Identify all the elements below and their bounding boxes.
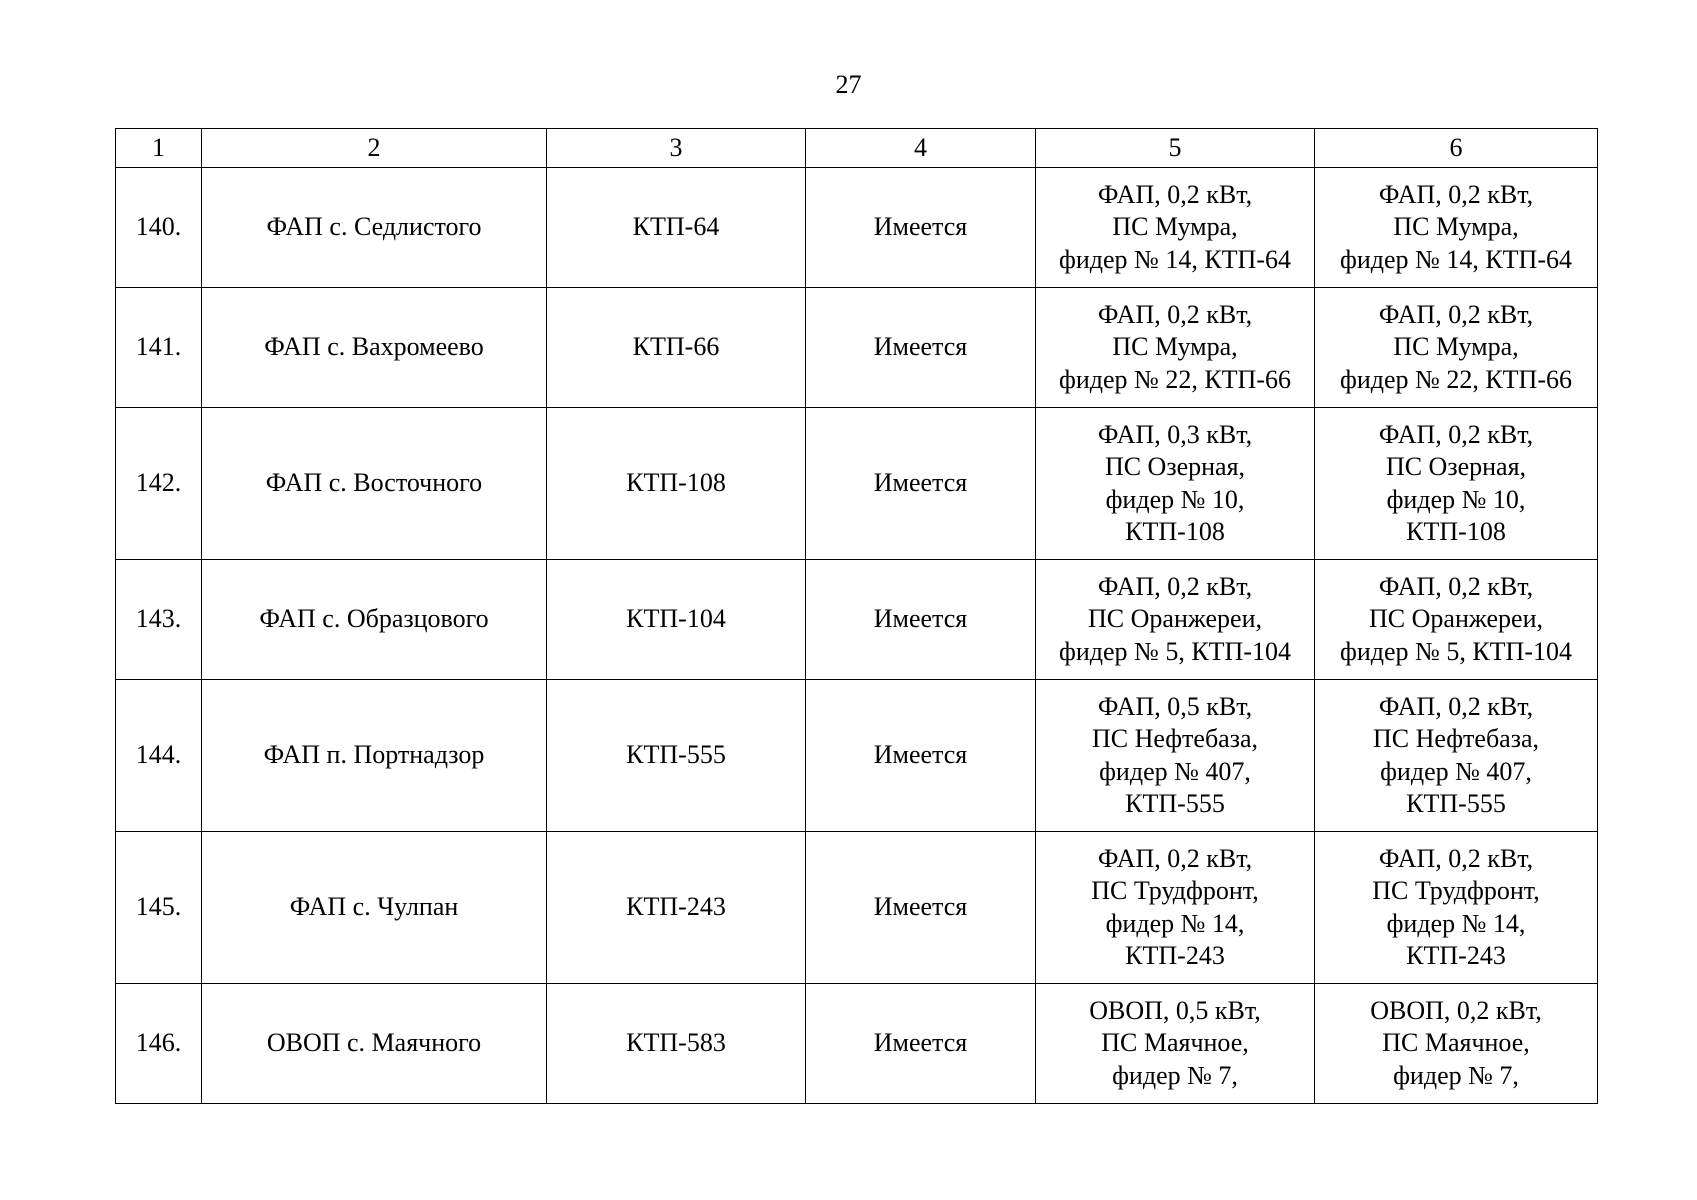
table-row	[116, 832, 1598, 984]
cell-text-line: фидер № 22, КТП-66	[1059, 364, 1291, 394]
power-supply-cell-5	[1036, 408, 1315, 560]
cell-text-line: фидер № 14,	[1386, 908, 1526, 938]
cell-text-line: КТП-243	[1125, 941, 1225, 970]
row-number-cell: 146.	[116, 984, 202, 1104]
cell-text-line: ПС Трудфронт,	[1372, 876, 1540, 905]
power-supply-cell-6	[1315, 832, 1598, 984]
cell-text-line: ОВОП, 0,2 кВт,	[1370, 995, 1542, 1025]
cell-text-line: ПС Мумра,	[1112, 212, 1238, 242]
facility-name-cell: ФАП с. Чулпан	[202, 832, 547, 984]
table-header-row	[116, 129, 1598, 168]
cell-text-line: ПС Маячное,	[1382, 1028, 1530, 1058]
facility-name-cell: ФАП с. Образцового	[202, 560, 547, 680]
cell-text-line: фидер № 10,	[1386, 484, 1526, 514]
header-cell-4: 4	[806, 129, 1036, 168]
power-supply-cell-6	[1315, 288, 1598, 408]
page-number: 27	[835, 70, 862, 99]
cell-text-line: ПС Оранжереи,	[1088, 604, 1262, 634]
row-number-cell: 142.	[116, 408, 202, 560]
power-supply-cell-6	[1315, 680, 1598, 832]
row-number-cell: 143.	[116, 560, 202, 680]
cell-text-line: ПС Трудфронт,	[1091, 876, 1259, 905]
substation-cell: КТП-64	[547, 168, 806, 288]
substation-cell: КТП-108	[547, 408, 806, 560]
cell-text-line: фидер № 407,	[1099, 756, 1251, 786]
power-supply-cell-5	[1036, 560, 1315, 680]
table-row	[116, 408, 1598, 560]
power-supply-cell-5	[1036, 984, 1315, 1104]
cell-text-line: ФАП, 0,2 кВт,	[1097, 571, 1253, 601]
facility-name-cell: ФАП с. Седлистого	[202, 168, 547, 288]
header-cell-6: 6	[1315, 129, 1598, 168]
cell-text-line: ФАП, 0,2 кВт,	[1378, 299, 1534, 329]
cell-text-line: фидер № 5, КТП-104	[1059, 636, 1291, 666]
power-supply-cell-6	[1315, 408, 1598, 560]
availability-cell: Имеется	[806, 832, 1036, 984]
cell-text-line: ФАП, 0,2 кВт,	[1378, 571, 1534, 601]
substation-cell: КТП-243	[547, 832, 806, 984]
cell-text-line: ПС Нефтебаза,	[1372, 724, 1540, 753]
data-table	[115, 128, 1598, 1104]
power-supply-cell-6	[1315, 168, 1598, 288]
cell-text-line: ПС Мумра,	[1112, 332, 1238, 362]
cell-text-line: КТП-108	[1125, 517, 1225, 546]
cell-text-line: фидер № 10,	[1105, 484, 1245, 514]
cell-text-line: ФАП, 0,3 кВт,	[1097, 419, 1253, 449]
cell-text-line: ФАП, 0,2 кВт,	[1097, 299, 1253, 329]
header-cell-2: 2	[202, 129, 547, 168]
table-row	[116, 984, 1598, 1104]
power-supply-cell-5	[1036, 168, 1315, 288]
cell-text-line: ОВОП, 0,5 кВт,	[1089, 995, 1261, 1025]
cell-text-line: ФАП, 0,2 кВт,	[1378, 179, 1534, 209]
power-supply-cell-6	[1315, 560, 1598, 680]
cell-text-line: ПС Маячное,	[1101, 1028, 1249, 1058]
table-row	[116, 168, 1598, 288]
cell-text-line: фидер № 22, КТП-66	[1340, 364, 1572, 394]
cell-text-line: ПС Озерная,	[1104, 452, 1246, 481]
facility-name-cell: ФАП с. Вахромеево	[202, 288, 547, 408]
table-row	[116, 288, 1598, 408]
cell-text-line: ФАП, 0,2 кВт,	[1097, 179, 1253, 209]
cell-text-line: ФАП, 0,2 кВт,	[1097, 843, 1253, 873]
cell-text-line: фидер № 14,	[1105, 908, 1245, 938]
row-number-cell: 144.	[116, 680, 202, 832]
cell-text-line: ФАП, 0,2 кВт,	[1378, 843, 1534, 873]
availability-cell: Имеется	[806, 984, 1036, 1104]
substation-cell: КТП-583	[547, 984, 806, 1104]
substation-cell: КТП-555	[547, 680, 806, 832]
availability-cell: Имеется	[806, 408, 1036, 560]
cell-text-line: фидер № 14, КТП-64	[1059, 244, 1291, 274]
cell-text-line: ПС Мумра,	[1393, 212, 1519, 242]
table-body	[116, 129, 1598, 1104]
substation-cell: КТП-104	[547, 560, 806, 680]
cell-text-line: ПС Оранжереи,	[1369, 604, 1543, 634]
row-number-cell: 141.	[116, 288, 202, 408]
table-row	[116, 560, 1598, 680]
power-supply-cell-5	[1036, 288, 1315, 408]
cell-text-line: фидер № 14, КТП-64	[1340, 244, 1572, 274]
substation-cell: КТП-66	[547, 288, 806, 408]
table-row	[116, 680, 1598, 832]
row-number-cell: 140.	[116, 168, 202, 288]
header-cell-1: 1	[116, 129, 202, 168]
cell-text-line: КТП-243	[1406, 941, 1506, 970]
power-supply-cell-5	[1036, 832, 1315, 984]
cell-text-line: КТП-555	[1125, 789, 1225, 818]
header-cell-3: 3	[547, 129, 806, 168]
cell-text-line: ФАП, 0,5 кВт,	[1097, 691, 1253, 721]
header-cell-5: 5	[1036, 129, 1315, 168]
power-supply-cell-5	[1036, 680, 1315, 832]
cell-text-line: КТП-108	[1406, 517, 1506, 546]
power-supply-cell-6	[1315, 984, 1598, 1104]
cell-text-line: фидер № 7,	[1393, 1060, 1519, 1090]
cell-text-line: ПС Мумра,	[1393, 332, 1519, 362]
cell-text-line: КТП-555	[1406, 789, 1506, 818]
cell-text-line: фидер № 7,	[1112, 1060, 1238, 1090]
availability-cell: Имеется	[806, 560, 1036, 680]
cell-text-line: ФАП, 0,2 кВт,	[1378, 419, 1534, 449]
availability-cell: Имеется	[806, 680, 1036, 832]
facility-name-cell: ФАП п. Портнадзор	[202, 680, 547, 832]
cell-text-line: ФАП, 0,2 кВт,	[1378, 691, 1534, 721]
cell-text-line: фидер № 5, КТП-104	[1340, 636, 1572, 666]
row-number-cell: 145.	[116, 832, 202, 984]
facility-name-cell: ОВОП с. Маячного	[202, 984, 547, 1104]
facility-name-cell: ФАП с. Восточного	[202, 408, 547, 560]
cell-text-line: ПС Озерная,	[1385, 452, 1527, 481]
cell-text-line: ПС Нефтебаза,	[1091, 724, 1259, 753]
availability-cell: Имеется	[806, 288, 1036, 408]
cell-text-line: фидер № 407,	[1380, 756, 1532, 786]
availability-cell: Имеется	[806, 168, 1036, 288]
